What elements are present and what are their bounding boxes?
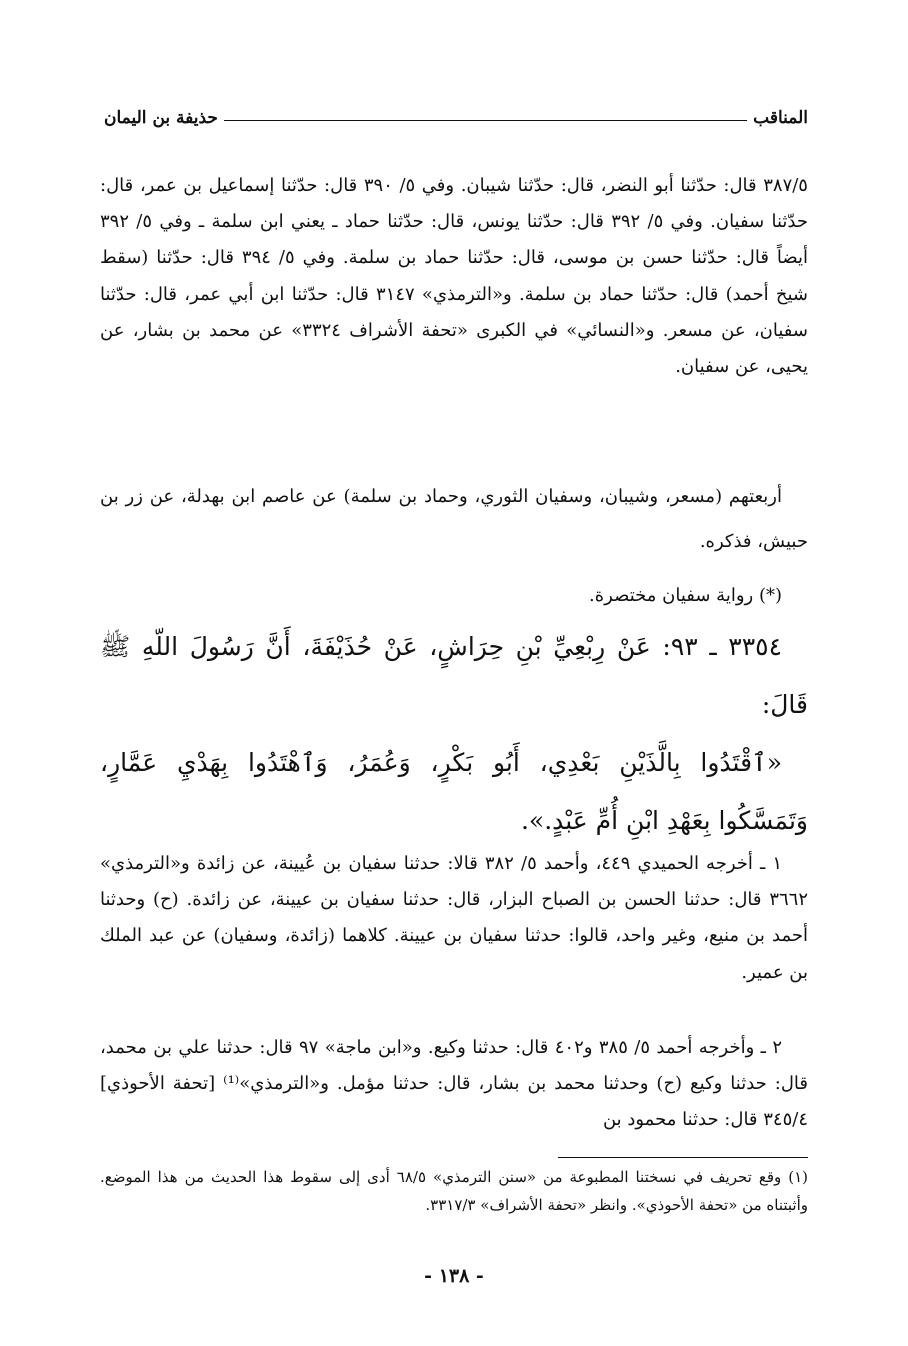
running-header	[104, 100, 808, 128]
header-section-title: المناقب	[753, 108, 808, 128]
star-note-text: (*) رواية سفيان مختصرة.	[589, 585, 782, 606]
hadith-matn	[100, 734, 808, 850]
summary-paragraph	[100, 474, 808, 564]
page-number: - ١٣٨ -	[424, 1265, 484, 1287]
header-rule	[224, 120, 747, 121]
hadith-matn-text: «ٱقْتَدُوا بِالَّذَيْنِ بَعْدِي، أَبُو بَكْرٍ، وَعُمَرُ، وَٱهْتَدُوا بِهَدْيِ عَمَّارٍ، وَتَمَسَّكُوا بِعَهْدِ ابْنِ أُمِّ عَبْدٍ.».	[100, 748, 808, 835]
takhrij-1	[100, 846, 808, 991]
footnote	[100, 1163, 808, 1219]
hadith-intro: ٣٣٥٤ ـ ٩٣: عَنْ رِبْعِيِّ بْنِ حِرَاشٍ، عَنْ حُذَيْفَةَ، أَنَّ رَسُولَ اللّهِ ﷺ قَالَ:	[100, 632, 808, 719]
takhrij-2	[100, 1030, 808, 1139]
takhrij-2-text: ٢ ـ وأخرجه أحمد ٥/ ٣٨٥ و٤٠٢ قال: حدثنا وكيع. و«ابن ماجة» ٩٧ قال: حدثنا علي بن محمد، قال: حدثنا وكيع (ح) وحدثنا محمد بن بشار، قال: حدثنا مؤمل. و«الترمذي»⁽¹⁾ [تحفة الأحوذي] ٣٤٥/٤ قال: حدثنا محمود بن	[100, 1037, 808, 1131]
header-chapter-title: حذيفة بن اليمان	[104, 108, 218, 128]
footnote-rule	[558, 1157, 808, 1158]
summary-text: أربعتهم (مسعر، وشيبان، وسفيان الثوري، وحماد بن سلمة) عن عاصم ابن بهدلة، عن زر بن حبيش، فذكره.	[100, 486, 808, 552]
footnote-text: (١) وقع تحريف في نسختنا المطبوعة من «سنن الترمذي» ٦٨/٥ أدى إلى سقوط هذا الحديث من هذا الموضع. وأثبتناه من «تحفة الأحوذي». وانظر «تحفة الأشراف» ٣٣١٧/٣.	[100, 1168, 809, 1214]
sources-paragraph	[100, 168, 808, 385]
hadith-heading	[100, 618, 808, 734]
sources-text: ٣٨٧/٥ قال: حدّثنا أبو النضر، قال: حدّثنا شيبان. وفي ٥/ ٣٩٠ قال: حدّثنا إسماعيل بن عمر، قال: حدّثنا سفيان. وفي ٥/ ٣٩٢ قال: حدّثنا يونس، قال: حدّثنا حماد ـ يعني ابن سلمة ـ وفي ٥/ ٣٩٢ أيضاً قال: حدّثنا حسن بن موسى، قال: حدّثنا حماد بن سلمة. وفي ٥/ ٣٩٤ قال: حدّثنا (سقط شيخ أحمد) قال: حدّثنا حماد بن سلمة. و«الترمذي» ٣١٤٧ قال: حدّثنا ابن أبي عمر، قال: حدّثنا سفيان، عن مسعر. و«النسائي» في الكبرى «تحفة الأشراف ٣٣٢٤» عن محمد بن بشار، عن يحيى، عن سفيان.	[100, 175, 809, 378]
takhrij-1-text: ١ ـ أخرجه الحميدي ٤٤٩، وأحمد ٥/ ٣٨٢ قالا: حدثنا سفيان بن عُيينة، عن زائدة و«الترمذي» ٣٦٦٢ قال: حدثنا الحسن بن الصباح البزار، قال: حدثنا سفيان بن عيينة، عن زائدة. (ح) وحدثنا أحمد بن منيع، وغير واحد، قالوا: حدثنا سفيان بن عيينة. كلاهما (زائدة، وسفيان) عن عبد الملك بن عمير.	[100, 853, 808, 983]
star-note	[100, 573, 808, 618]
